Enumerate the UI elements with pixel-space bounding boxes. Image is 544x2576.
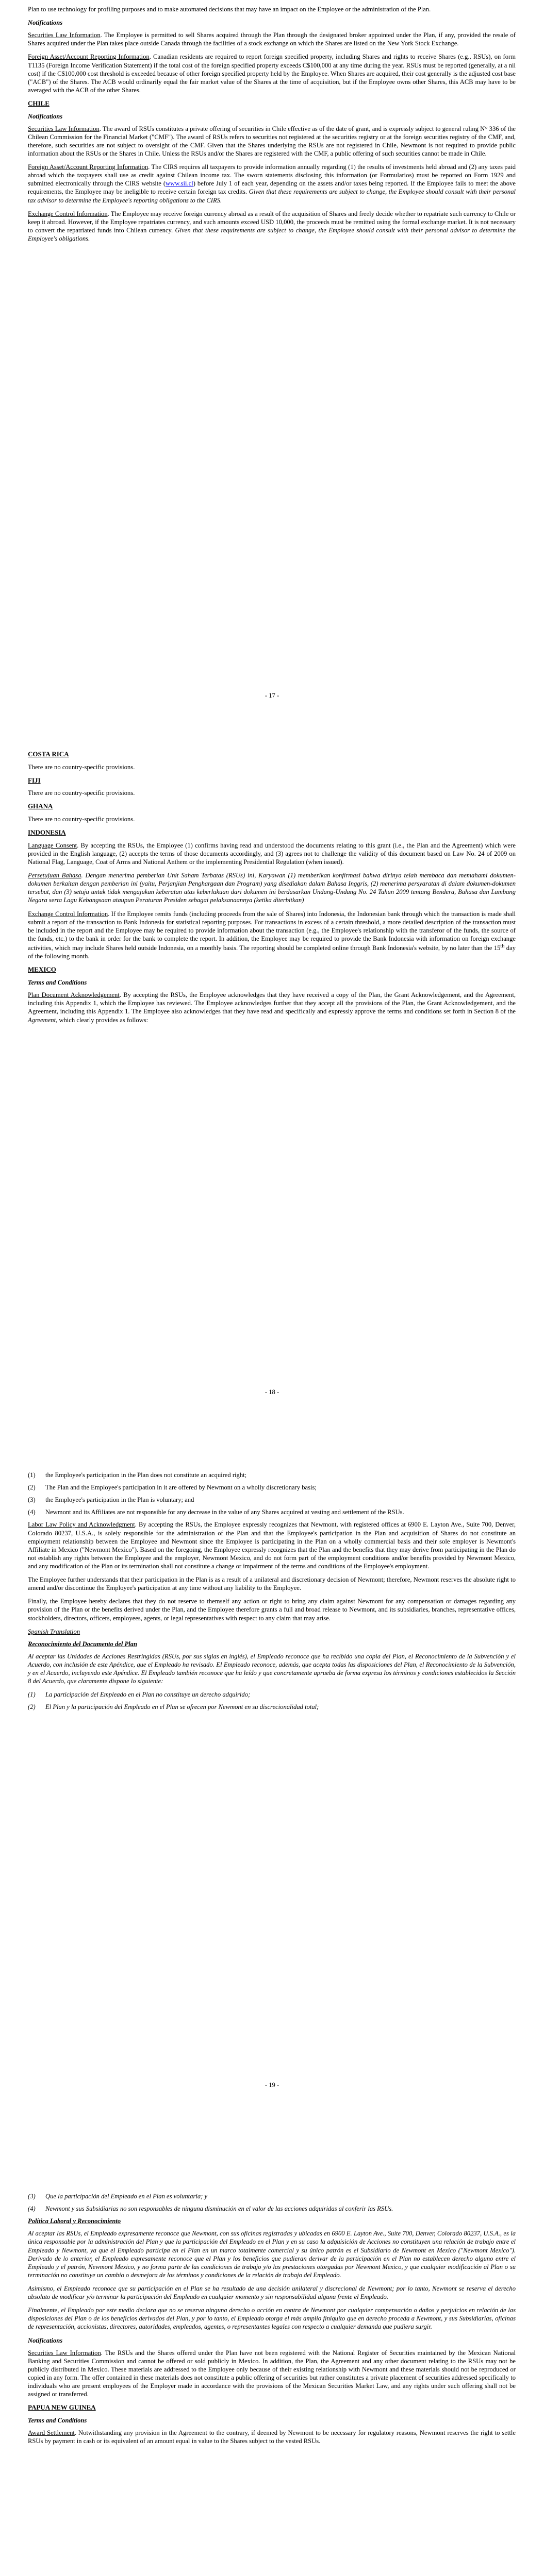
page-20-body: [28, 2192, 516, 2450]
page-number-19: - 19 -: [265, 2081, 279, 2089]
chile-foreign-text-2: ) before July 1 of each year, depending on the assets and/or taxes being reported. If the Employee fails to meet the above requirements, the Employee may be ineligible to receive certain foreign tax credits.: [28, 180, 516, 196]
reconocimiento-heading: Reconocimiento del Documento del Plan: [28, 1640, 137, 1648]
ghana-text: There are no country-specific provisions.: [28, 816, 135, 823]
canada-notifications-heading: Notifications: [28, 19, 63, 27]
list-number: (3): [28, 2193, 36, 2200]
finalmente-paragraph: Finalmente, el Empleado por este medio declara que no se reserva ninguna derecho o acción en contra de Newmont por cualquier compensación o daños y perjuicios en relación de las disposiciones del Plan o de los beneficios derivados del Plan, y por lo tanto, el Empleado otorga el más amplio finiquito que en derecho proceda a Newmont, y sus Subsidiarias, oficinas de representación, accionistas, directores, autoridades, empleados, agentes, o representantes legales con respecto a cualquier demanda que pudiera surgir.: [28, 2307, 516, 2331]
politica-paragraph: Al aceptar las RSUs, el Empleado expresamente reconoce que Newmont, con sus oficinas registradas y ubicadas en 6900 E. Layton Ave., Suite 700, Denver, Colorado 80237, U.S.A., es la única responsable por la administración del Plan y que la participación del Empleado en el Plan y en su caso la adquisición de Acciones no constituyen una relación de trabajo entre el Empleado y Newmont, ya que el Empleado participa en el Plan en un marco totalmente comercial y su único patrón es el Subsidiario de Newmont en Mexico ("Newmont Mexico"). Derivado de lo anterior, el Empleado expresamente reconoce que el Plan y los beneficios que pudieran derivar de la participación en el Plan no establecen derecho alguno entre el Empleado y el patrón, Newmont Mexico, y no forma parte de las condiciones de trabajo y/o las prestaciones otorgadas por Newmont Mexico, y que cualquier modificación al Plan o su terminación no constituye un cambio o desmejora de los términos y condiciones de la relación de trabajo del Empleado.: [28, 2230, 516, 2279]
plan-doc-end: , which clearly provides as follows:: [56, 1016, 149, 1024]
sii-link[interactable]: www.sii.cl: [166, 180, 193, 188]
list-item: [28, 1703, 516, 1711]
page-17: [0, 0, 544, 711]
award-title: Award Settlement: [28, 2429, 75, 2437]
release-paragraph: Finally, the Employee hereby declares that they do not reserve to themself any action or right to bring any claim against Newmont for any compensation or damages regarding any provision of the Plan or the benefits derived under the Plan, and the Employee therefore grants a full and broad release to Newmont, and its subsidiaries, branches, representative offices, stockholders, directors, officers, employees, agents, or legal representatives with respect to any claim that may arise.: [28, 1598, 516, 1622]
chile-exchange-paragraph: [28, 210, 516, 243]
list-item: [28, 1483, 516, 1492]
plan-doc-text: . By accepting the RSUs, the Employee acknowledges that they have received a copy of the Plan, the Grant Acknowledgement, and the Agreement, including this Appendix 1, which the Employee has reviewed. The Employee acknowledges further that they accept all the provisions of the Plan, the Grant Acknowledgement, and the Agreement, including this Appendix 1. The Employee also acknowledges that they have read and specifically and expressly approve the terms and conditions set forth in Section 8 of the: [28, 991, 516, 1015]
language-consent-title: Language Consent: [28, 841, 77, 849]
list-text: Newmont y sus Subsidiarias no son responsables de ninguna disminución en el valor de las acciones adquiridas al conferir las RSUs.: [45, 2205, 393, 2213]
mexico-heading: MEXICO: [28, 965, 56, 974]
bahasa-paragraph: [28, 871, 516, 904]
canada-foreign-paragraph: [28, 53, 516, 94]
chile-foreign-text: . The CIRS requires all taxpayers to provide information annually regarding (1) the results of investments held abroad and (2) any taxes paid abroad which the taxpayers shall use as credit against Chilean income tax. The sworn statements disclosing this information (or Formularios) must be reported on Form 1929 and submitted electronically through the CIRS website (: [28, 163, 516, 188]
indonesia-heading: INDONESIA: [28, 828, 66, 837]
list-item: [28, 1508, 516, 1516]
chile-foreign-title: Foreign Asset/Account Reporting Information: [28, 163, 149, 171]
mx-sec-text: . The RSUs and the Shares offered under the Plan have not been registered with the National Register of Securities maintained by the Mexican National Banking and Securities Commission and cannot be offered or sold publicly in Mexico. In addition, the Plan, the Agreement and any other document relating to the RSUs may not be publicly distributed in Mexico. These materials are addressed to the Employee only because of their existing relationship with Newmont and these materials should not be reproduced or copied in any form. The offer contained in these materials does not constitute a public offering of securities but rather constitutes a private placement of securities addressed specifically to individuals who are present employees of the Employer made in accordance with the provisions of the Mexican Securities Market Law, and any rights under such offering shall not be assigned or transferred.: [28, 2349, 516, 2398]
chile-securities-paragraph: [28, 125, 516, 158]
page-number-18: - 18 -: [265, 1388, 279, 1396]
page-19: [0, 1419, 544, 2136]
indo-exch-end: day of the following month.: [28, 944, 516, 960]
list-number: (4): [28, 1509, 36, 1516]
page-17-body: [28, 5, 516, 248]
award-settlement-paragraph: [28, 2429, 516, 2445]
page-18: [0, 711, 544, 1419]
list-text: La participación del Empleado en el Plan no constituye un derecho adquirido;: [45, 1691, 251, 1699]
unilateral-paragraph: The Employee further understands that their participation in the Plan is as a result of a unilateral and discretionary decision of Newmont; therefore, Newmont reserves the absolute right to amend and/or discontinue the Employee's participation at any time without any liability to the Employee.: [28, 1576, 516, 1592]
plan-document-paragraph: [28, 991, 516, 1024]
intro-paragraph: Plan to use technology for profiling purposes and to make automated decisions that may have an impact on the Employee or the administration of the Plan.: [28, 6, 431, 13]
plan-doc-italic: Agreement: [28, 1016, 56, 1024]
reconocimiento-paragraph: Al aceptar las Unidades de Acciones Restringidas (RSUs, por sus siglas en inglés), el Empleado reconoce que ha recibido una copia del Plan, el Reconocimiento de la Subvención y el Acuerdo, con inclusión de este Apéndice, que el Empleado ha revisado. El Empleado reconoce, además, que acepta todas las disposiciones del Plan, el Reconocimiento de la Subvención, y en el Acuerdo, incluyendo este Apéndice. El Empleado también reconoce que ha leído y que concretamente aprueba de forma expresa los términos y condiciones establecidos la Sección 8 del Acuerdo, que claramente dispone lo siguiente:: [28, 1652, 516, 1685]
mx-sec-title: Securities Law Information: [28, 2349, 101, 2357]
award-text: . Notwithstanding any provision in the Agreement to the contrary, if deemed by Newmont to be necessary for regulatory reasons, Newmont reserves the right to settle RSUs by payment in cash or its equivalent of an amount equal in value to the Shares subject to the vested RSUs.: [28, 2429, 516, 2445]
list-text: the Employee's participation in the Plan is voluntary; and: [45, 1496, 194, 1504]
labor-title: Labor Law Policy and Acknowledgment: [28, 1521, 135, 1529]
chile-notifications-heading: Notifications: [28, 112, 63, 120]
chile-exch-title: Exchange Control Information: [28, 210, 108, 217]
language-consent-text: . By accepting the RSUs, the Employee (1) confirms having read and understood the documents relating to this grant (i.e., the Plan and the Agreement) which were provided in the English language, (2) accepts the terms of those documents accordingly, and (3) agrees not to challenge the validity of this document based on Law No. 24 of 2009 on National Flag, Language, Coat of Arms and National Anthem or the implementing Presidential Regulation (when issued).: [28, 841, 516, 866]
list-text: Que la participación del Empleado en el Plan es voluntaria; y: [45, 2193, 208, 2200]
costa-rica-text: There are no country-specific provisions.: [28, 763, 135, 771]
plan-doc-title: Plan Document Acknowledgement: [28, 991, 120, 999]
chile-sec-title: Securities Law Information: [28, 125, 100, 132]
mexico-terms-heading: Terms and Conditions: [28, 979, 87, 987]
bahasa-text: . Dengan menerima pemberian Unit Saham Terbatas (RSUs) ini, Karyawan (1) memberikan konfirmasi bahwa dirinya telah membaca dan memahami dokumen-dokumen berkaitan dengan pemberian ini (yaitu, Perjanjian Penghargaan dan Program) yang disediakan dalam Bahasa Inggris, (2) menerima persyaratan di dalam dokumen-dokumen tersebut, dan (3) setuju untuk tidak mengajukan keberatan atas keberlakuan dari dokumen ini berdasarkan Undang-Undang No. 24 Tahun 2009 tentang Bendera, Bahasa dan Lambang Negara serta Lagu Kebangsaan ataupun Peraturan Presiden sebagai pelaksanaannya (ketika diterbitkan): [28, 872, 516, 904]
spanish-list-continued: [28, 2192, 516, 2213]
list-number: (2): [28, 1484, 36, 1492]
securities-title: Securities Law Information: [28, 31, 101, 39]
list-number: (1): [28, 1691, 36, 1699]
list-number: (1): [28, 1471, 36, 1479]
papua-new-guinea-heading: PAPUA NEW GUINEA: [28, 2403, 96, 2412]
fiji-text: There are no country-specific provisions.: [28, 789, 135, 797]
list-item: [28, 2205, 516, 2213]
list-text: The Plan and the Employee's participation in it are offered by Newmont on a wholly discretionary basis;: [45, 1484, 317, 1492]
ghana-heading: GHANA: [28, 802, 53, 810]
chile-sec-text: . The award of RSUs constitutes a private offering of securities in Chile effective as of the date of grant, and is expressly subject to general ruling N° 336 of the Chilean Commission for the Financial Market ("CMF"). The award of RSUs refers to securities not registered at the securities registry or at the foreign securities registry of the CMF, and, therefore, such securities are not subject to oversight of the CMF. Given that the Shares underlying the RSUs are not registered in Chile, Newmont is not required to provide public information about the RSUs or the Shares in Chile. Unless the RSUs and/or the Shares are registered with the CMF, a public offering of such securities cannot be made in Chile.: [28, 125, 516, 158]
mexico-notifications-heading: Notifications: [28, 2336, 63, 2344]
chile-exch-text: . The Employee may receive foreign currency abroad as a result of the acquisition of Shares and freely decide whether to repatriate such currency to Chile or keep it abroad. However, if the Employee repatriates currency, and such amounts exceed USD 10,000, the proceeds must be remitted using the formal exchange market. It is not necessary to convert the repatriated funds into Chilean currency.: [28, 210, 516, 234]
fiji-heading: FIJI: [28, 776, 41, 784]
indo-exch-title: Exchange Control Information: [28, 910, 108, 918]
chile-heading: CHILE: [28, 99, 50, 107]
labor-text: . By accepting the RSUs, the Employee expressly recognizes that Newmont, with registered offices at 6900 E. Layton Ave., Suite 700, Denver, Colorado 80237, U.S.A., is solely responsible for the administration of the Plan and that the Employee's participation in the Plan and acquisition of Shares do not constitute an employment relationship between the Employee and Newmont since the Employee is participating in the Plan on a wholly commercial basis and their sole employer is Newmont's Affiliate in Mexico ("Newmont Mexico"). Based on the foregoing, the Employee expressly recognizes that the Plan and the benefits that they may derive from participating in the Plan do not establish any rights between the Employee and the employer, Newmont Mexico, and do not form part of the employment conditions and/or benefits provided by Newmont Mexico, and any modification of the Plan or its termination shall not constitute a change or impairment of the terms and conditions of the Employee's employment.: [28, 1521, 516, 1570]
list-item: [28, 1471, 516, 1479]
english-list: [28, 1471, 516, 1516]
politica-heading: Política Laboral y Reconocimiento: [28, 2217, 121, 2225]
list-number: (3): [28, 1496, 36, 1504]
page-20: [0, 2136, 544, 2576]
list-text: the Employee's participation in the Plan does not constitute an acquired right;: [45, 1471, 247, 1479]
list-number: (4): [28, 2205, 36, 2213]
spanish-translation-heading: Spanish Translation: [28, 1628, 80, 1635]
asimismo-paragraph: Asimismo, el Empleado reconoce que su participación en el Plan se ha resultado de una decisión unilateral y discrecional de Newmont; por lo tanto, Newmont se reserva el derecho absoluto de modificar y/o terminar la participación del Empleado en cualquier momento y sin responsabilidad alguna frente el Empleado.: [28, 2284, 516, 2301]
foreign-text: . Canadian residents are required to report foreign specified property, including Shares and rights to receive Shares (e.g., RSUs), on form T1135 (Foreign Income Verification Statement) if the total cost of the foreign specified property exceeds C$100,000 at any time during the year. RSUs must be reported (generally, at a nil cost) if the C$100,000 cost threshold is exceeded because of other foreign specified property held by the Employee. When Shares are acquired, their cost generally is the adjusted cost base ("ACB") of the Shares. The ACB would ordinarily equal the fair market value of the Shares at the time of acquisition, but if the Employee owns other Shares, this ACB may have to be averaged with the ACB of the other Shares.: [28, 53, 516, 94]
page-18-body: [28, 747, 516, 1029]
language-consent-paragraph: [28, 841, 516, 866]
page-number-17: - 17 -: [265, 692, 279, 699]
foreign-title: Foreign Asset/Account Reporting Information: [28, 53, 150, 61]
chile-foreign-italic: Given that these requirements are subject to change, the Employee should consult with their personal tax advisor to determine the Employee's reporting obligations to the CIRS.: [28, 188, 516, 204]
securities-text: . The Employee is permitted to sell Shares acquired through the Plan through the designated broker appointed under the Plan, if any, provided the resale of Shares acquired under the Plan takes place outside Canada through the facilities of a stock exchange on which the Shares are listed on the New York Stock Exchange.: [28, 31, 516, 47]
spanish-list: [28, 1690, 516, 1711]
page-19-body: [28, 1471, 516, 1716]
list-item: [28, 2192, 516, 2200]
chile-exch-italic: Given that these requirements are subject to change, the Employee should consult with their personal advisor to determine the Employee's obligations.: [28, 226, 516, 243]
list-item: [28, 1690, 516, 1699]
list-number: (2): [28, 1703, 36, 1711]
png-terms-heading: Terms and Conditions: [28, 2416, 87, 2424]
chile-foreign-paragraph: [28, 163, 516, 205]
labor-law-paragraph: [28, 1520, 516, 1570]
indo-exch-text: . If the Employee remits funds (including proceeds from the sale of Shares) into Indonesia, the Indonesian bank through which the transaction is made shall submit a report of the transaction to Bank Indonesia for statistical reporting purposes. For transactions in excess of a certain threshold, a more detailed description of the transaction must be included in the report and the Employee may be required to provide information about the transaction (e.g., the Employee's relationship with the transferor of the funds, the source of the funds, etc.) to the bank in order for the bank to complete the report. In addition, the Employee may be required to provide the Bank Indonesia with information on foreign exchange activities, which may include Shares held outside Indonesia, on a monthly basis. The reporting should be completed online through Bank Indonesia's website, by no later than the 15: [28, 910, 516, 952]
costa-rica-heading: COSTA RICA: [28, 750, 69, 758]
bahasa-title: Persetujuan Bahasa: [28, 872, 81, 879]
list-text: El Plan y la participación del Empleado en el Plan se ofrecen por Newmont en su discrecionalidad total;: [45, 1703, 319, 1711]
indonesia-exchange-paragraph: [28, 910, 516, 961]
canada-securities-paragraph: [28, 31, 516, 47]
list-text: Newmont and its Affiliates are not responsible for any decrease in the value of any Shares acquired at vesting and settlement of the RSUs.: [45, 1509, 404, 1516]
superscript-th: th: [500, 943, 505, 950]
list-item: [28, 1496, 516, 1504]
mexico-securities-paragraph: [28, 2349, 516, 2399]
